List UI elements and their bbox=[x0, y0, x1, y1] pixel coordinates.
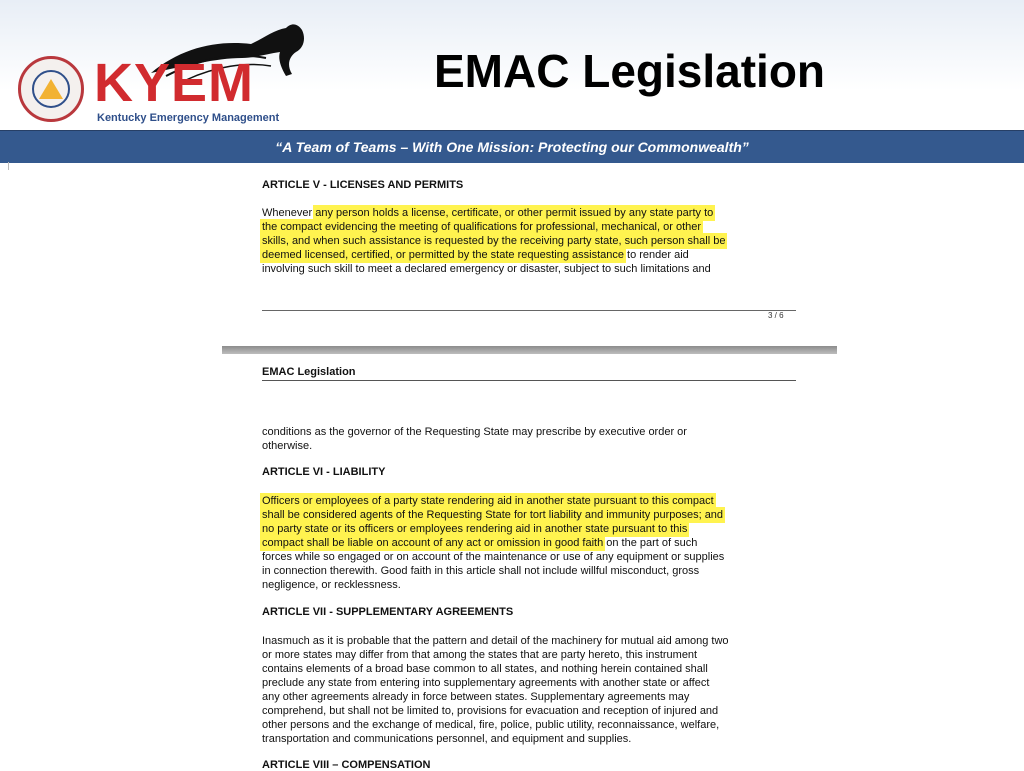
article-7-body bbox=[262, 634, 729, 746]
paragraph-line: transportation and communications personnel, and equipment and supplies. bbox=[262, 733, 632, 745]
paragraph-line bbox=[262, 578, 724, 592]
paragraph-line: any other agreements already in force between states. Supplementary agreements may bbox=[262, 691, 690, 703]
paragraph-line bbox=[262, 522, 724, 536]
paragraph-line bbox=[262, 508, 724, 522]
highlighted-text: skills, and when such assistance is requested by the receiving party state, such person shall be bbox=[262, 235, 726, 247]
paragraph-line bbox=[262, 248, 725, 262]
plain-text: forces while so engaged or on account of the maintenance or use of any equipment or supplies bbox=[262, 551, 725, 563]
kyem-subtitle: Kentucky Emergency Management bbox=[97, 112, 280, 124]
paragraph-line bbox=[262, 234, 725, 248]
article-8-heading: ARTICLE VIII – COMPENSATION bbox=[262, 759, 431, 771]
paragraph-line: Inasmuch as it is probable that the pattern and detail of the machinery for mutual aid among two bbox=[262, 635, 729, 647]
left-divider bbox=[8, 162, 9, 170]
paragraph-line bbox=[262, 262, 725, 276]
paragraph-line: comprehend, but shall not be limited to, provisions for evacuation and reception of injured and bbox=[262, 705, 719, 717]
paragraph-line: preclude any state from entering into supplementary agreements with another state or affect bbox=[262, 677, 710, 689]
plain-text: Whenever bbox=[262, 207, 316, 219]
highlighted-text: deemed licensed, certified, or permitted by the state requesting assistance bbox=[262, 249, 624, 261]
highlighted-text: shall be considered agents of the Requesting State for tort liability and immunity purposes; and bbox=[262, 509, 724, 521]
plain-text: negligence, or recklessness. bbox=[262, 579, 401, 591]
slide-header bbox=[0, 0, 1024, 130]
page-title: EMAC Legislation bbox=[434, 45, 826, 97]
paragraph-line bbox=[262, 206, 725, 220]
page-break bbox=[222, 346, 837, 354]
highlighted-text: any person holds a license, certificate, or other permit issued by any state party to bbox=[315, 207, 714, 219]
highlighted-text: no party state or its officers or employees rendering aid in another state pursuant to this bbox=[262, 523, 688, 535]
continuation-text: conditions as the governor of the Requesting State may prescribe by executive order or otherwise. bbox=[262, 426, 687, 452]
plain-text: involving such skill to meet a declared emergency or disaster, subject to such limitations and bbox=[262, 263, 711, 275]
plain-text: on the part of such bbox=[603, 537, 698, 549]
tagline-text: “A Team of Teams – With One Mission: Protecting our Commonwealth” bbox=[275, 139, 749, 155]
article-7-heading: ARTICLE VII - SUPPLEMENTARY AGREEMENTS bbox=[262, 606, 514, 618]
paragraph-line: or more states may differ from that among the states that are party hereto, this instrument bbox=[262, 649, 698, 661]
tagline-bar bbox=[0, 130, 1024, 163]
paragraph-line bbox=[262, 494, 724, 508]
highlighted-text: Officers or employees of a party state rendering aid in another state pursuant to this compact bbox=[262, 495, 714, 507]
page-2-header: EMAC Legislation bbox=[262, 366, 356, 378]
highlighted-text: the compact evidencing the meeting of qualifications for professional, mechanical, or other bbox=[262, 221, 702, 233]
page-footer-rule bbox=[262, 310, 796, 311]
paragraph-line bbox=[262, 536, 724, 550]
paragraph-line: other persons and the exchange of medical, fire, police, public utility, reconnaissance, welfare, bbox=[262, 719, 720, 731]
article-5-body bbox=[262, 206, 725, 276]
article-6-body bbox=[262, 494, 724, 592]
highlighted-text: compact shall be liable on account of any act or omission in good faith bbox=[262, 537, 604, 549]
plain-text: to render aid bbox=[623, 249, 689, 261]
page-number: 3 / 6 bbox=[768, 311, 784, 320]
paragraph-line bbox=[262, 550, 724, 564]
article-5-heading: ARTICLE V - LICENSES AND PERMITS bbox=[262, 179, 464, 191]
kyem-logo bbox=[14, 18, 314, 128]
paragraph-line: contains elements of a broad base common to all states, and nothing herein contained shall bbox=[262, 663, 708, 675]
paragraph-line bbox=[262, 220, 725, 234]
emergency-management-seal-icon bbox=[18, 56, 84, 122]
paragraph-line bbox=[262, 564, 724, 578]
article-6-heading: ARTICLE VI - LIABILITY bbox=[262, 466, 386, 478]
plain-text: in connection therewith. Good faith in this article shall not include willful misconduct, gross bbox=[262, 565, 700, 577]
page-2-header-rule bbox=[262, 380, 796, 381]
kyem-wordmark: KYEM bbox=[94, 53, 255, 113]
